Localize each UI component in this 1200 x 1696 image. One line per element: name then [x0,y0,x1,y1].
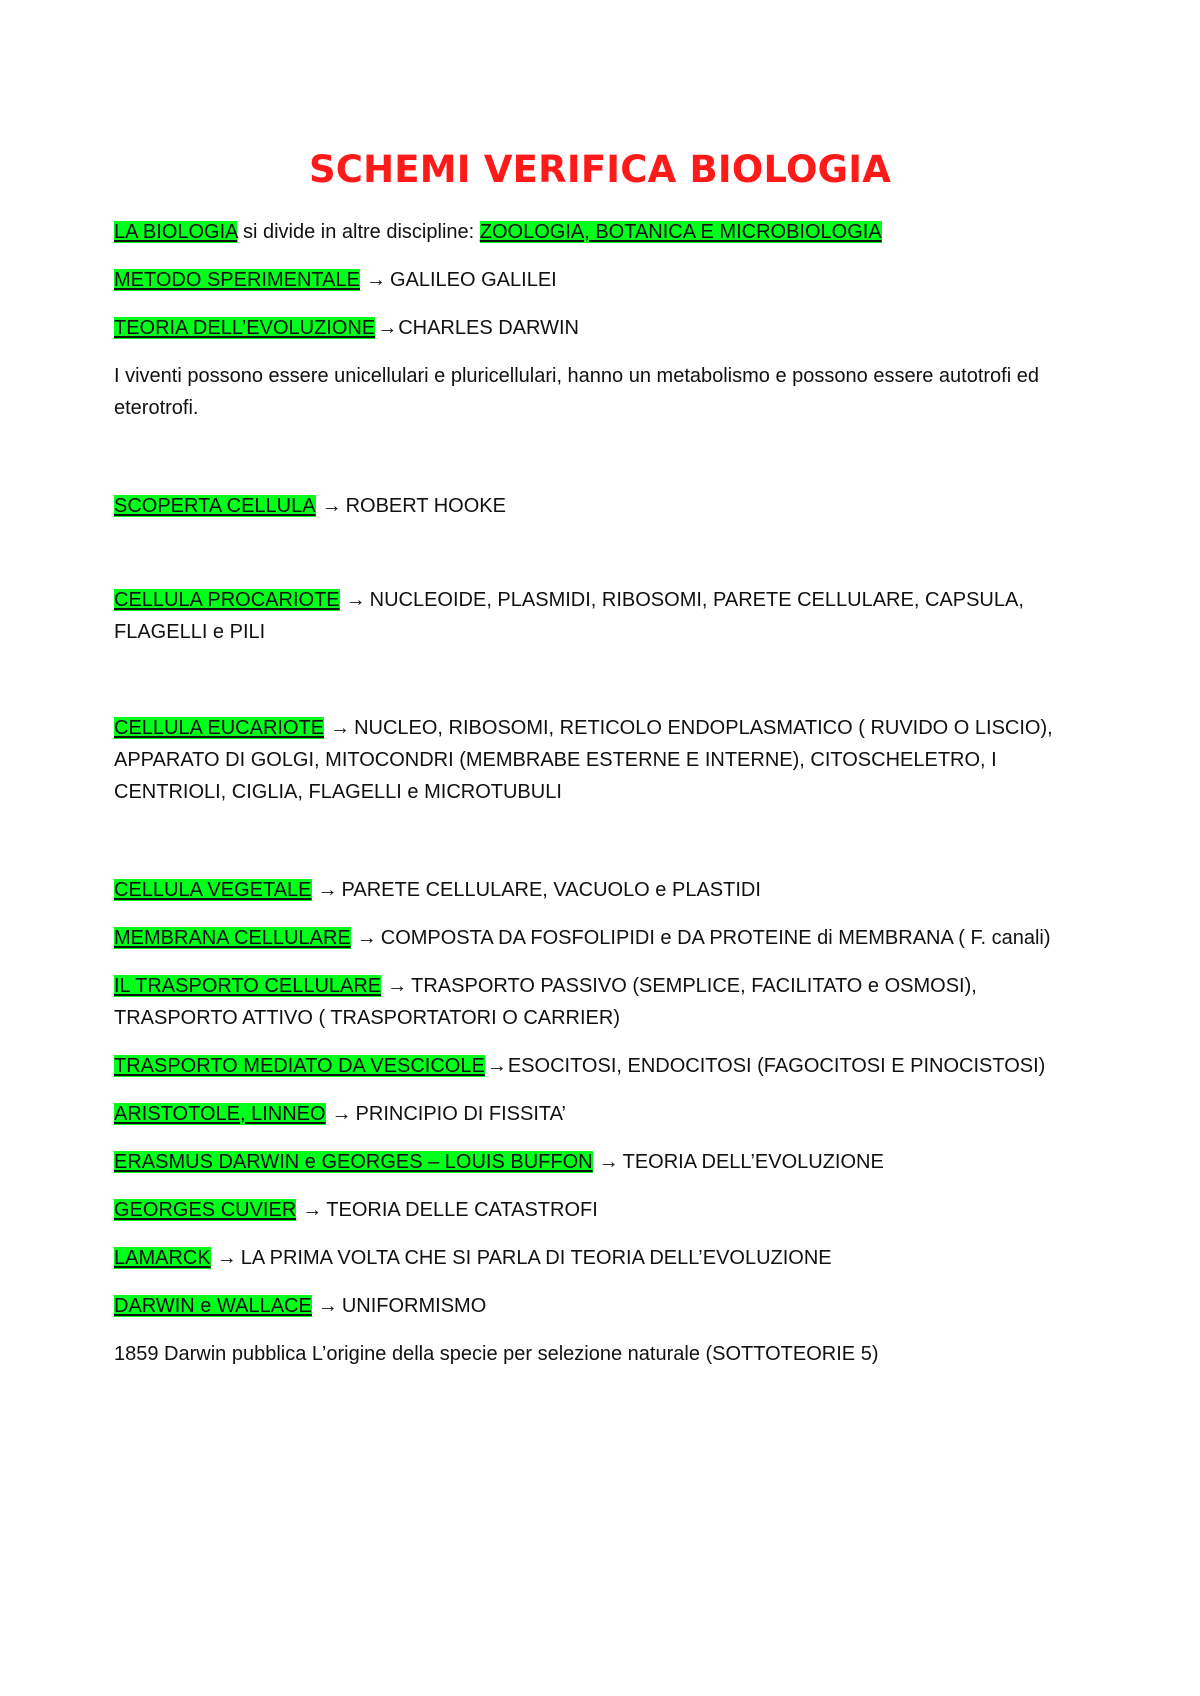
line-text: PARETE CELLULARE, VACUOLO e PLASTIDI [341,879,761,901]
line-text: TRASPORTO PASSIVO (SEMPLICE, FACILITATO e OSMOSI), TRASPORTO ATTIVO ( TRASPORTATORI O CARRIER) [114,975,977,1029]
line-erasmus [114,1146,1104,1178]
line-text: COMPOSTA DA FOSFOLIPIDI e DA PROTEINE di MEMBRANA ( F. canali) [380,927,1051,949]
highlight-term: IL TRASPORTO CELLULARE [114,975,382,997]
highlight-term: LA BIOLOGIA [114,221,238,243]
line-vescicole [114,1050,1104,1082]
arrow-icon: → [331,1103,352,1125]
line-text: NUCLEOIDE, PLASMIDI, RIBOSOMI, PARETE CELLULARE, CAPSULA, FLAGELLI e PILI [114,589,1024,643]
highlight-term: CELLULA VEGETALE [114,879,312,901]
arrow-icon: → [216,1247,237,1269]
page-title: SCHEMI VERIFICA BIOLOGIA [308,148,892,191]
line-teoria [114,312,1104,344]
highlight-term: METODO SPERIMENTALE [114,269,360,291]
arrow-icon: → [365,269,386,291]
line-text: TEORIA DELLE CATASTROFI [326,1199,598,1221]
arrow-icon: → [598,1151,619,1173]
line-eucariote [114,712,1074,808]
line-text: CHARLES DARWIN [398,317,579,339]
line-wallace [114,1290,1104,1322]
highlight-term: ZOOLOGIA, BOTANICA E MICROBIOLOGIA [479,221,882,243]
arrow-icon: → [321,495,342,517]
line-membrana [114,922,1104,954]
highlight-term: TRASPORTO MEDIATO DA VESCICOLE [114,1055,485,1077]
line-text: ESOCITOSI, ENDOCITOSI (FAGOCITOSI E PINOCISTOSI) [507,1055,1046,1077]
line-trasporto [114,970,1014,1034]
line-text: UNIFORMISMO [341,1295,487,1317]
arrow-icon: → [387,975,408,997]
arrow-icon: → [486,1055,507,1077]
line-text: NUCLEO, RIBOSOMI, RETICOLO ENDOPLASMATICO ( RUVIDO O LISCIO), APPARATO DI GOLGI, MITOCONDRI (MEMBRABE ESTERNE E INTERNE), CITOSCHELETRO, I CENTRIOLI, CIGLIA, FLAGELLI e MICROTUBULI [114,717,1053,803]
line-biologia [114,216,1104,248]
line-aristotole [114,1098,1104,1130]
arrow-icon: → [377,317,398,339]
line-metodo [114,264,1104,296]
line-lamarck [114,1242,1104,1274]
line-viventi [114,360,1074,424]
line-scoperta [114,490,1104,522]
line-text: 1859 Darwin pubblica L’origine della specie per selezione naturale (SOTTOTEORIE 5) [114,1343,879,1365]
arrow-icon: → [317,1295,338,1317]
line-1859 [114,1338,1104,1370]
line-text: ROBERT HOOKE [345,495,506,517]
arrow-icon: → [356,927,377,949]
arrow-icon: → [317,879,338,901]
line-vegetale [114,874,1104,906]
line-text: TEORIA DELL’EVOLUZIONE [622,1151,884,1173]
highlight-term: LAMARCK [114,1247,211,1269]
arrow-icon: → [330,717,351,739]
highlight-term: SCOPERTA CELLULA [114,495,316,517]
arrow-icon: → [302,1199,323,1221]
highlight-term: CELLULA EUCARIOTE [114,717,325,739]
highlight-term: MEMBRANA CELLULARE [114,927,351,949]
highlight-term: DARWIN e WALLACE [114,1295,312,1317]
line-text: si divide in altre discipline: [237,221,480,243]
highlight-term: GEORGES CUVIER [114,1199,297,1221]
arrow-icon: → [345,589,366,611]
highlight-term: CELLULA PROCARIOTE [114,589,340,611]
highlight-term: TEORIA DELL’EVOLUZIONE [114,317,376,339]
line-text: GALILEO GALILEI [389,269,557,291]
line-cuvier [114,1194,1104,1226]
line-text: LA PRIMA VOLTA CHE SI PARLA DI TEORIA DELL’EVOLUZIONE [240,1247,832,1269]
highlight-term: ARISTOTOLE, LINNEO [114,1103,326,1125]
highlight-term: ERASMUS DARWIN e GEORGES – LOUIS BUFFON [114,1151,593,1173]
line-text: I viventi possono essere unicellulari e pluricellulari, hanno un metabolismo e possono essere autotrofi ed eterotrofi. [114,365,1039,419]
line-procariote [114,584,1054,648]
line-text: PRINCIPIO DI FISSITA’ [355,1103,566,1125]
